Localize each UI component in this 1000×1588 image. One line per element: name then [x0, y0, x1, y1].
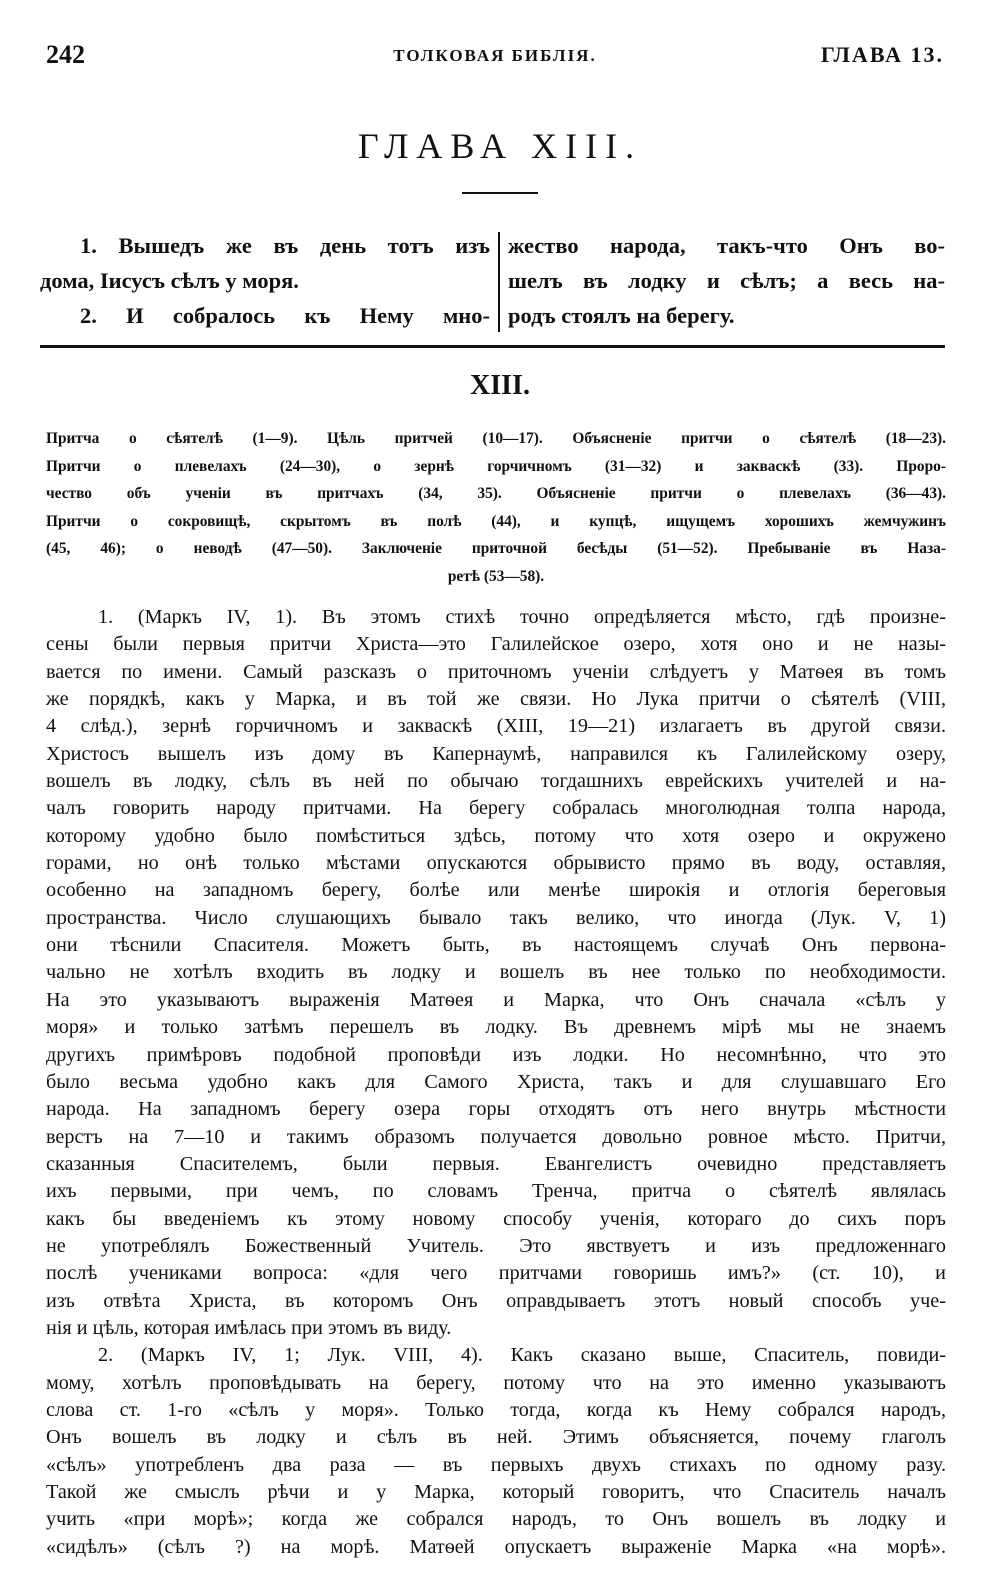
commentary-line: нія и цѣль, которая имѣлась при этомъ въ виду.: [46, 1316, 452, 1339]
chapter-label: ГЛАВА 13.: [820, 42, 944, 67]
commentary-line: 2. (Маркъ IV, 1; Лук. VIII, 4). Какъ сказано выше, Спаситель, повиди-: [98, 1344, 946, 1367]
verse-line: шелъ въ лодку и сѣлъ; а весь на-: [508, 268, 945, 293]
scripture-column-left: [40, 228, 490, 333]
commentary-line: чально не хотѣлъ входить въ лодку и вошелъ въ нее только по необходимости.: [46, 961, 946, 984]
title-rule: [462, 192, 538, 194]
scripture-column-right: [508, 228, 945, 333]
commentary-line: вается по имени. Самый разсказъ о приточномъ ученіи слѣдуетъ у Матѳея въ томъ: [46, 660, 946, 683]
summary-line: чество объ ученіи въ притчахъ (34, 35). Объясненіе притчи о плевелахъ (36—43).: [46, 485, 946, 502]
verse-line: 1. Вышедъ же въ день тотъ изъ: [80, 233, 490, 258]
commentary-line: чалъ говорить народу притчами. На берегу собралась многолюдная толпа народа,: [46, 797, 946, 820]
commentary-line: послѣ учениками вопроса: «для чего притчами говоришь имъ?» (ст. 10), и: [46, 1262, 946, 1285]
commentary-line: «сидѣлъ» (сѣлъ ?) на морѣ. Матѳей опускаетъ выраженіе Марка «на морѣ».: [46, 1535, 946, 1558]
commentary-line: народа. На западномъ берегу озера горы отходятъ отъ него внутрь мѣстности: [46, 1098, 946, 1121]
commentary-line: Христосъ вышелъ изъ дому въ Капернаумѣ, направился къ Галилейскому озеру,: [46, 742, 946, 765]
commentary-line: верстъ на 7—10 и такимъ образомъ получается довольно ровное мѣсто. Притчи,: [46, 1125, 946, 1148]
commentary-line: особенно на западномъ берегу, болѣе или менѣе широкія и отлогія береговыя: [46, 879, 946, 902]
verse-line: дома, Іисусъ сѣлъ у моря.: [40, 268, 299, 293]
commentary-text: [46, 604, 946, 1561]
commentary-line: ихъ первыми, при чемъ, по словамъ Тренча, притча о сѣятелѣ являлась: [46, 1180, 946, 1203]
commentary-line: которому удобно было помѣститься здѣсь, потому что хотя озеро и окружено: [46, 824, 946, 847]
commentary-line: другихъ примѣровъ подобной проповѣди изъ лодки. Но несомнѣнно, что это: [46, 1043, 946, 1066]
page-number: 242: [46, 40, 85, 69]
commentary-line: горами, но онѣ только мѣстами опускаются обрывисто прямо въ воду, оставляя,: [46, 852, 946, 875]
commentary-line: было весьма удобно какъ для Самого Христа, такъ и для слушавшаго Его: [46, 1070, 946, 1093]
section-rule: [40, 345, 945, 348]
commentary-line: «сѣлъ» употребленъ два раза — въ первыхъ двухъ стихахъ по одному разу.: [46, 1453, 946, 1476]
book-title: ТОЛКОВАЯ БИБЛІЯ.: [393, 46, 597, 65]
verse-line: 2. И собралось къ Нему мно-: [80, 303, 490, 328]
commentary-line: они тѣснили Спасителя. Можетъ быть, въ настоящемъ случаѣ Онъ первона-: [46, 934, 946, 957]
chapter-title: ГЛАВА XIII.: [357, 126, 643, 166]
verse-line: жество народа, такъ-что Онъ во-: [508, 233, 945, 258]
commentary-line: сены были первыя притчи Христа—это Галилейское озеро, хотя оно и не назы-: [46, 633, 946, 656]
commentary-line: Такой же смыслъ рѣчи и у Марка, который говоритъ, что Спаситель началъ: [46, 1481, 946, 1503]
commentary-line: какъ бы введеніемъ къ этому новому способу ученія, котораго до сихъ поръ: [46, 1207, 946, 1230]
commentary-line: же порядкѣ, какъ у Марка, и въ той же связи. Но Лука притчи о сѣятелѣ (VIII,: [46, 688, 946, 711]
commentary-line: не употреблялъ Божественный Учитель. Это явствуетъ и изъ предложеннаго: [46, 1234, 946, 1257]
summary-line: Притчи о плевелахъ (24—30), о зернѣ горчичномъ (31—32) и закваскѣ (33). Проро-: [46, 457, 946, 475]
commentary-line: вошелъ въ лодку, сѣлъ въ ней по обычаю тогдашнихъ еврейскихъ учителей и на-: [46, 770, 946, 793]
section-title: XIII.: [470, 370, 530, 401]
running-header: [46, 40, 944, 80]
summary-line: (45, 46); о неводѣ (47—50). Заключеніе приточной бесѣды (51—52). Пребываніе въ Наза-: [46, 540, 946, 557]
summary-line: Притча о сѣятелѣ (1—9). Цѣль притчей (10—17). Объясненіе притчи о сѣятелѣ (18—23).: [46, 430, 946, 447]
commentary-line: Онъ вошелъ въ лодку и сѣлъ въ ней. Этимъ объясняется, почему глаголъ: [46, 1426, 946, 1449]
commentary-line: 1. (Маркъ IV, 1). Въ этомъ стихѣ точно опредѣляется мѣсто, гдѣ произне-: [98, 606, 946, 628]
commentary-line: моря» и только затѣмъ перешелъ въ лодку. Въ древнемъ мірѣ мы не знаемъ: [46, 1016, 946, 1039]
commentary-line: 4 слѣд.), зернѣ горчичномъ и закваскѣ (XIII, 19—21) излагаетъ въ другой связи.: [46, 715, 946, 738]
commentary-line: сказанныя Спасителемъ, были первыя. Евангелистъ очевидно представляетъ: [46, 1152, 946, 1175]
scripture-text: [40, 228, 945, 338]
commentary-line: слова ст. 1-го «сѣлъ у моря». Только тогда, когда къ Нему собрался народъ,: [46, 1398, 946, 1421]
commentary-line: изъ отвѣта Христа, въ которомъ Онъ оправдываетъ этотъ новый способъ уче-: [46, 1289, 946, 1312]
column-divider: [498, 232, 500, 332]
commentary-line: учить «при морѣ»; когда же собрался народъ, то Онъ вошелъ въ лодку и: [46, 1508, 946, 1531]
verse-line: родъ стоялъ на берегу.: [508, 303, 735, 328]
commentary-line: пространства. Число слушающихъ бывало такъ велико, что иногда (Лук. V, 1): [46, 906, 946, 929]
chapter-summary: [46, 425, 946, 590]
commentary-line: мому, хотѣлъ проповѣдывать на берегу, потому что на это именно указываютъ: [46, 1371, 946, 1394]
summary-line: ретѣ (53—58).: [447, 567, 545, 585]
summary-line: Притчи о сокровищѣ, скрытомъ въ полѣ (44), и купцѣ, ищущемъ хорошихъ жемчужинъ: [46, 512, 946, 530]
commentary-line: На это указываютъ выраженія Матѳея и Марка, что Онъ сначала «сѣлъ у: [46, 988, 946, 1011]
